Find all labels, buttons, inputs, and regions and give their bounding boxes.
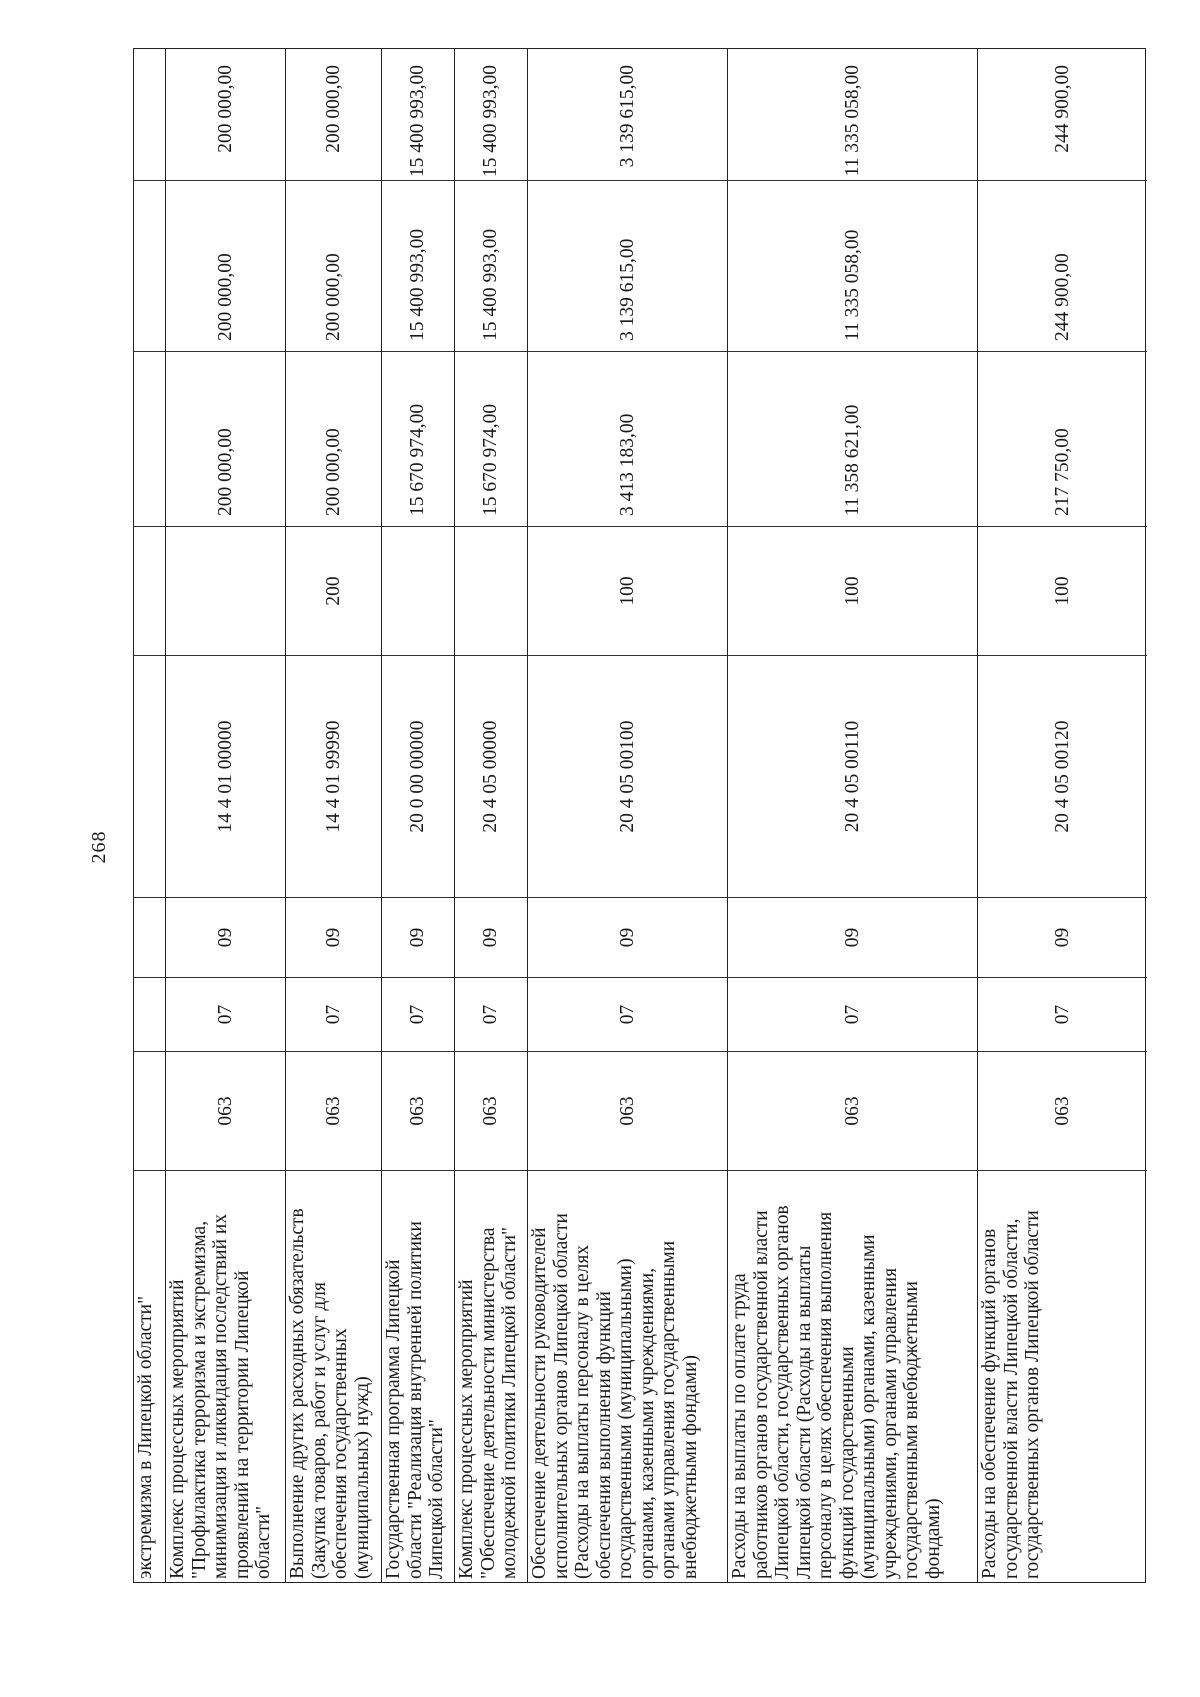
cell-section: 07 — [286, 977, 381, 1051]
cell-section — [134, 977, 165, 1051]
cell-section: 07 — [455, 977, 527, 1051]
cell-subsection: 09 — [166, 897, 285, 977]
cell-code: 063 — [166, 1051, 285, 1170]
cell-name: экстремизма в Липецкой области" — [134, 1170, 165, 1582]
cell-code: 063 — [286, 1051, 381, 1170]
cell-code: 063 — [728, 1051, 977, 1170]
cell-year1: 15 670 974,00 — [455, 351, 527, 526]
cell-article: 14 4 01 00000 — [166, 655, 285, 897]
cell-year1: 200 000,00 — [166, 351, 285, 526]
cell-year2: 15 400 993,00 — [382, 180, 454, 351]
cell-expense-type: 200 — [286, 526, 381, 655]
cell-subsection: 09 — [455, 897, 527, 977]
cell-article: 20 4 05 00000 — [455, 655, 527, 897]
cell-name: Обеспечение деятельности руководителей исполнительных органов Липецкой области (Расходы на выплаты персоналу в целях обеспечения выполнения функций государственными (муниципальными) органами, казенными учреждениями, органами управления государственными внебюджетными фондами) — [528, 1170, 727, 1582]
cell-section: 07 — [728, 977, 977, 1051]
cell-subsection: 09 — [978, 897, 1147, 977]
cell-code: 063 — [455, 1051, 527, 1170]
cell-expense-type: 100 — [728, 526, 977, 655]
table-row — [728, 49, 978, 1582]
cell-name: Комплекс процессных мероприятий "Профилактика терроризма и экстремизма, минимизация и ликвидация последствий их проявлений на территории Липецкой области" — [166, 1170, 285, 1582]
cell-year1: 15 670 974,00 — [382, 351, 454, 526]
cell-section: 07 — [978, 977, 1147, 1051]
table-row — [382, 49, 455, 1582]
cell-subsection: 09 — [728, 897, 977, 977]
cell-year1 — [134, 351, 165, 526]
cell-year2: 200 000,00 — [286, 180, 381, 351]
cell-article: 20 4 05 00110 — [728, 655, 977, 897]
cell-code: 063 — [382, 1051, 454, 1170]
cell-code: 063 — [978, 1051, 1147, 1170]
cell-year2: 200 000,00 — [166, 180, 285, 351]
cell-subsection: 09 — [528, 897, 727, 977]
cell-code: 063 — [528, 1051, 727, 1170]
cell-year2: 244 900,00 — [978, 180, 1147, 351]
cell-expense-type — [134, 526, 165, 655]
cell-year2 — [134, 180, 165, 351]
cell-year1: 11 358 621,00 — [728, 351, 977, 526]
cell-year1: 3 413 183,00 — [528, 351, 727, 526]
cell-name: Расходы на выплаты по оплате труда работников органов государственной власти Липецкой области, государственных органов Липецкой области (Расходы на выплаты персоналу в целях обеспечения выполнения функций государственными (муниципальными) органами, казенными учреждениями, органами управления государственными внебюджетными фондами) — [728, 1170, 977, 1582]
table-row — [978, 49, 1147, 1582]
cell-article: 20 4 05 00120 — [978, 655, 1147, 897]
cell-year2: 11 335 058,00 — [728, 180, 977, 351]
table-row — [528, 49, 728, 1582]
cell-expense-type — [455, 526, 527, 655]
cell-year1: 200 000,00 — [286, 351, 381, 526]
page-number: 268 — [88, 830, 110, 864]
cell-expense-type — [166, 526, 285, 655]
cell-subsection — [134, 897, 165, 977]
cell-name: Государственная программа Липецкой области "Реализация внутренней политики Липецкой области" — [382, 1170, 454, 1582]
cell-year3 — [134, 47, 165, 180]
cell-subsection: 09 — [286, 897, 381, 977]
cell-expense-type: 100 — [528, 526, 727, 655]
cell-year3: 200 000,00 — [322, 65, 344, 153]
cell-year1: 217 750,00 — [978, 351, 1147, 526]
cell-article — [134, 655, 165, 897]
cell-code — [134, 1051, 165, 1170]
cell-name: Расходы на обеспечение функций органов государственной власти Липецкой области, государственных органов Липецкой области — [978, 1170, 1147, 1582]
budget-table — [133, 48, 1146, 1583]
cell-year3: 200 000,00 — [214, 65, 236, 153]
cell-name: Комплекс процессных мероприятий "Обеспечение деятельности министерства молодежной политики Липецкой области" — [455, 1170, 527, 1582]
cell-year2: 3 139 615,00 — [528, 180, 727, 351]
table-row — [286, 49, 382, 1582]
cell-article: 20 4 05 00100 — [528, 655, 727, 897]
cell-section: 07 — [166, 977, 285, 1051]
cell-year3: 15 400 993,00 — [407, 65, 428, 178]
cell-name: Выполнение других расходных обязательств (Закупка товаров, работ и услуг для обеспечения государственных (муниципальных) нужд) — [286, 1170, 381, 1582]
cell-article: 14 4 01 99990 — [286, 655, 381, 897]
cell-expense-type: 100 — [978, 526, 1147, 655]
cell-expense-type — [382, 526, 454, 655]
cell-article: 20 0 00 00000 — [382, 655, 454, 897]
cell-year3: 3 139 615,00 — [616, 65, 638, 168]
cell-year2: 15 400 993,00 — [455, 180, 527, 351]
cell-subsection: 09 — [382, 897, 454, 977]
cell-section: 07 — [528, 977, 727, 1051]
table-row — [166, 49, 286, 1582]
table-row — [455, 49, 528, 1582]
cell-year3: 15 400 993,00 — [480, 65, 501, 178]
table-row — [134, 49, 166, 1582]
cell-year3: 11 335 058,00 — [841, 65, 863, 177]
cell-section: 07 — [382, 977, 454, 1051]
cell-year3: 244 900,00 — [1051, 65, 1073, 153]
